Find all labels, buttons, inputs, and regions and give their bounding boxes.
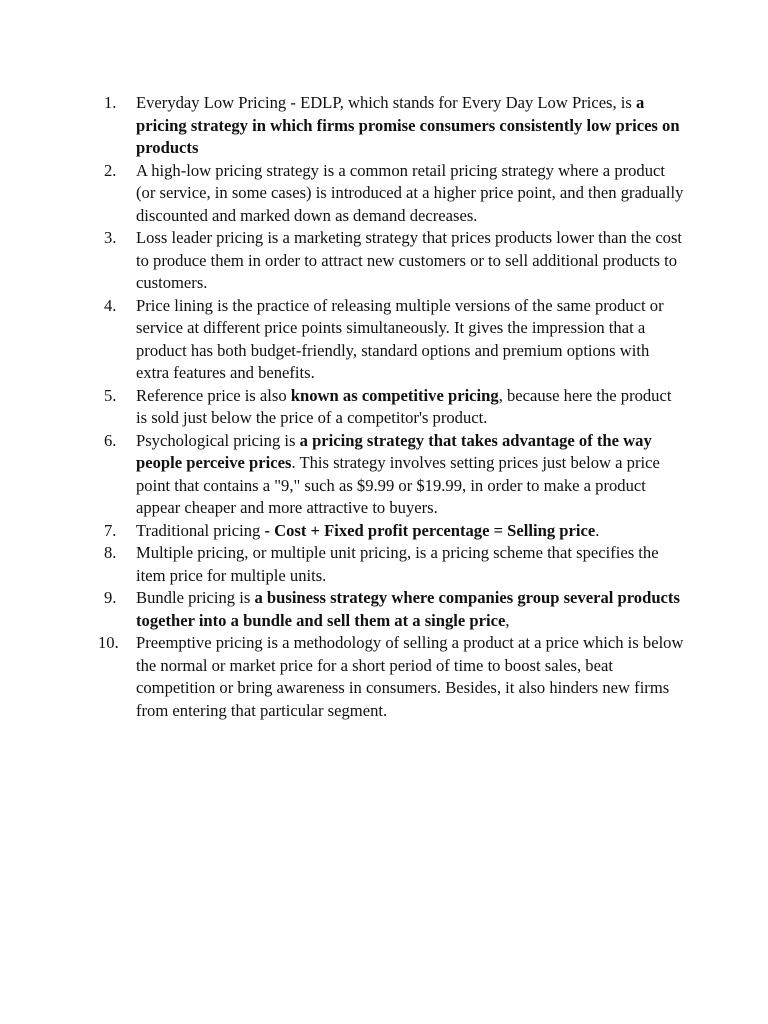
- list-item: [104, 92, 684, 160]
- list-item: [104, 430, 684, 520]
- list-item-text: [136, 385, 684, 430]
- list-item: [104, 520, 684, 543]
- list-item-number: 8.: [104, 543, 117, 562]
- list-item-number: 4.: [104, 295, 117, 315]
- bold-text-run: a pricing strategy in which firms promise consumers consistently low prices on products: [136, 93, 680, 157]
- text-run: EDLP, which stands for Every Day Low Prices, is: [300, 93, 637, 112]
- bold-text-run: a pricing strategy that takes advantage of the way people perceive prices: [136, 430, 652, 472]
- text-run: Bundle pricing is: [136, 588, 255, 607]
- list-item: [104, 295, 684, 385]
- list-item-number: 9.: [104, 588, 117, 607]
- text-run: ,: [505, 610, 510, 630]
- list-item-number: 3.: [104, 228, 117, 247]
- list-item-text: [136, 227, 684, 295]
- text-run: Psychological pricing is: [136, 430, 300, 450]
- list-item-text: [136, 295, 684, 385]
- list-item-number: 5.: [104, 385, 117, 405]
- text-run: A high-low pricing strategy is a common retail pricing strategy where a product (or service, in some cases) is introduced at a higher price point, and then gradually discounted and marked down as demand decreases.: [136, 160, 684, 225]
- list-item-number: 7.: [104, 520, 117, 540]
- text-run: Traditional pricing: [136, 520, 265, 540]
- list-item: [104, 385, 684, 430]
- list-item: [104, 587, 684, 632]
- bold-text-run: known as competitive pricing: [290, 385, 499, 405]
- list-item-text: [136, 587, 684, 632]
- list-item: [98, 632, 684, 722]
- list-item-text: [136, 92, 684, 160]
- bold-text-run: a business strategy where companies group several products together into a bundle and sell them at a single price: [136, 588, 680, 630]
- text-run: . This strategy involves setting prices just below a price point that contains a "9," such as $9.99 or $19.99, in order to make a product appear cheaper and more attractive to buyers.: [136, 453, 660, 517]
- text-run: Multiple pricing, or multiple unit pricing, is a pricing scheme that specifies the item price for multiple units.: [136, 543, 659, 585]
- text-run: , because here the product is sold just below the price of a competitor's product.: [136, 385, 672, 427]
- list-item-text: [136, 160, 684, 228]
- list-item-text: [136, 542, 684, 587]
- text-run: .: [595, 520, 600, 540]
- bold-text-run: - Cost + Fixed profit percentage = Selling price: [264, 520, 596, 540]
- list-item-text: [136, 520, 684, 543]
- list-item-number: 1.: [104, 93, 117, 112]
- text-run: Reference price is also: [136, 385, 291, 405]
- text-run: Loss leader pricing is a marketing strategy that prices products lower than the cost to produce them in order to attract new customers or to sell additional products to customers.: [136, 228, 683, 292]
- pricing-strategies-list: [98, 92, 684, 722]
- list-item-number: 10.: [98, 633, 119, 652]
- list-item-number: 6.: [104, 430, 117, 450]
- list-item-text: [136, 632, 684, 722]
- list-item-text: [136, 430, 684, 520]
- list-item-number: 2.: [104, 160, 117, 180]
- list-item: [104, 227, 684, 295]
- text-run: Everyday Low Pricing -: [136, 93, 301, 112]
- list-item: [104, 160, 684, 228]
- text-run: Price lining is the practice of releasing multiple versions of the same product or service at different price points simultaneously. It gives the impression that a product has both budget-friendly, standard options and premium options with extra features and benefits.: [136, 295, 664, 382]
- list-item: [104, 542, 684, 587]
- text-run: Preemptive pricing is a methodology of selling a product at a price which is below the normal or market price for a short period of time to boost sales, beat competition or bring awareness in consumers. Besides, it also hinders new firms from entering that particular segment.: [136, 633, 684, 720]
